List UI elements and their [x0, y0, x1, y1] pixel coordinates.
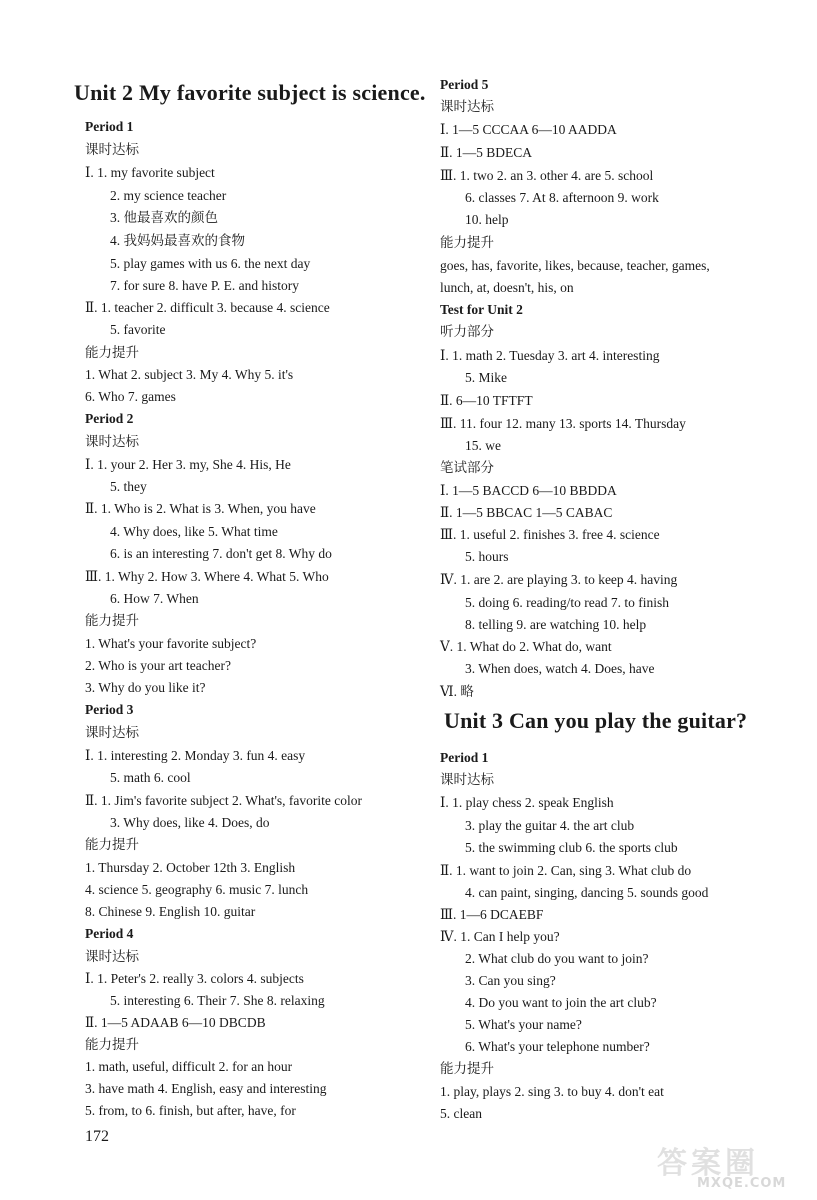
- answer-line: 4. Why does, like 5. What time: [110, 524, 278, 539]
- answer-line: 1. Thursday 2. October 12th 3. English: [85, 860, 296, 875]
- period-title: Period 3: [85, 702, 134, 717]
- answer-line: 6. What's your telephone number?: [465, 1039, 650, 1054]
- answer-line: 5. interesting 6. Their 7. She 8. relaxing: [110, 993, 325, 1008]
- ability-label: 能力提升: [440, 235, 494, 250]
- answer-line: 5. Mike: [465, 370, 507, 385]
- answer-line: 5. favorite: [110, 322, 166, 337]
- answer-line: 1. play, plays 2. sing 3. to buy 4. don't eat: [440, 1084, 664, 1099]
- answer-line: Ⅱ. 1—5 BDECA: [440, 145, 533, 160]
- answer-line: 5. they: [110, 479, 147, 494]
- answer-line: 1. math, useful, difficult 2. for an hour: [85, 1059, 293, 1074]
- answer-line: 5. play games with us 6. the next day: [110, 256, 311, 271]
- ability-label: 能力提升: [85, 837, 139, 852]
- answer-line: 5. clean: [440, 1106, 482, 1121]
- answer-line: Ⅰ. 1. math 2. Tuesday 3. art 4. interesting: [440, 348, 660, 363]
- answer-line: 2. What club do you want to join?: [465, 951, 649, 966]
- answer-line: 3. play the guitar 4. the art club: [465, 818, 635, 833]
- answer-line: Ⅰ. 1. Peter's 2. really 3. colors 4. subjects: [85, 971, 304, 986]
- section-label: 课时达标: [85, 142, 139, 157]
- answer-line: Ⅱ. 1. Jim's favorite subject 2. What's, favorite color: [85, 793, 362, 808]
- answer-line: Ⅱ. 1—5 ADAAB 6—10 DBCDB: [85, 1015, 266, 1030]
- answer-line: 7. for sure 8. have P. E. and history: [110, 278, 299, 293]
- answer-line: 3. have math 4. English, easy and interesting: [85, 1081, 327, 1096]
- period-title: Period 1: [440, 750, 489, 765]
- answer-line: 5. doing 6. reading/to read 7. to finish: [465, 595, 669, 610]
- answer-line: 2. Who is your art teacher?: [85, 658, 231, 673]
- answer-line: Ⅱ. 1—5 BBCAC 1—5 CABAC: [440, 505, 613, 520]
- answer-line: Ⅳ. 1. are 2. are playing 3. to keep 4. having: [440, 572, 678, 587]
- watermark-text: 答案圈: [657, 1146, 759, 1181]
- page-number: 172: [85, 1128, 109, 1145]
- answer-line: Ⅴ. 1. What do 2. What do, want: [440, 639, 612, 654]
- answer-line: 10. help: [465, 212, 509, 227]
- answer-line: 5. math 6. cool: [110, 770, 191, 785]
- answer-line: 3. Why does, like 4. Does, do: [110, 815, 270, 830]
- answer-line: Ⅲ. 1. useful 2. finishes 3. free 4. science: [440, 527, 660, 542]
- answer-line: Ⅱ. 6—10 TFTFT: [440, 393, 533, 408]
- answer-line: Ⅱ. 1. Who is 2. What is 3. When, you have: [85, 501, 316, 516]
- answer-line: Ⅲ. 1—6 DCAEBF: [440, 907, 544, 922]
- answer-line: 3. Why do you like it?: [85, 680, 206, 695]
- answer-line: Ⅰ. 1. your 2. Her 3. my, She 4. His, He: [85, 457, 291, 472]
- answer-line: 1. What 2. subject 3. My 4. Why 5. it's: [85, 367, 294, 382]
- answer-line: 5. hours: [465, 549, 509, 564]
- answer-line: 6. classes 7. At 8. afternoon 9. work: [465, 190, 659, 205]
- answer-line: 1. What's your favorite subject?: [85, 636, 257, 651]
- answer-line: Ⅵ. 略: [440, 684, 474, 699]
- answer-line: Ⅰ. 1—5 BACCD 6—10 BBDDA: [440, 483, 617, 498]
- period-title: Period 4: [85, 926, 134, 941]
- section-label: 课时达标: [85, 949, 139, 964]
- unit2-title: Unit 2 My favorite subject is science.: [74, 80, 426, 105]
- answer-line: 8. telling 9. are watching 10. help: [465, 617, 647, 632]
- answer-line: 4. 我妈妈最喜欢的食物: [110, 233, 245, 248]
- period-title: Period 1: [85, 119, 134, 134]
- section-label: 课时达标: [85, 725, 139, 740]
- ability-label: 能力提升: [85, 1037, 139, 1052]
- answer-line: 4. Do you want to join the art club?: [465, 995, 657, 1010]
- answer-line: 5. What's your name?: [465, 1017, 582, 1032]
- answer-line: 4. science 5. geography 6. music 7. lunch: [85, 882, 309, 897]
- answer-line: 6. is an interesting 7. don't get 8. Why do: [110, 546, 332, 561]
- test-title: Test for Unit 2: [440, 302, 523, 317]
- section-label: 课时达标: [85, 434, 139, 449]
- answer-line: 5. the swimming club 6. the sports club: [465, 840, 678, 855]
- answer-line: Ⅲ. 1. two 2. an 3. other 4. are 5. school: [440, 168, 654, 183]
- answer-line: 6. Who 7. games: [85, 389, 176, 404]
- unit3-title: Unit 3 Can you play the guitar?: [444, 708, 748, 733]
- answer-line: Ⅱ. 1. want to join 2. Can, sing 3. What club do: [440, 863, 692, 878]
- answer-line: lunch, at, doesn't, his, on: [440, 280, 574, 295]
- ability-label: 能力提升: [440, 1061, 494, 1076]
- watermark-url: MXQE.COM: [697, 1176, 787, 1191]
- section-label: 课时达标: [440, 772, 494, 787]
- answer-line: Ⅲ. 1. Why 2. How 3. Where 4. What 5. Who: [85, 569, 329, 584]
- answer-line: 3. Can you sing?: [465, 973, 556, 988]
- answer-line: 15. we: [465, 438, 501, 453]
- answer-line: Ⅲ. 11. four 12. many 13. sports 14. Thursday: [440, 416, 686, 431]
- answer-line: Ⅳ. 1. Can I help you?: [440, 929, 560, 944]
- answer-line: 3. When does, watch 4. Does, have: [465, 661, 655, 676]
- answer-line: 6. How 7. When: [110, 591, 199, 606]
- answer-line: goes, has, favorite, likes, because, teacher, games,: [440, 258, 710, 273]
- answer-line: 8. Chinese 9. English 10. guitar: [85, 904, 256, 919]
- section-label: 笔试部分: [440, 460, 494, 475]
- answer-line: Ⅰ. 1—5 CCCAA 6—10 AADDA: [440, 122, 617, 137]
- answer-line: Ⅱ. 1. teacher 2. difficult 3. because 4. science: [85, 300, 330, 315]
- answer-line: 5. from, to 6. finish, but after, have, for: [85, 1103, 296, 1118]
- section-label: 听力部分: [440, 324, 494, 339]
- period-title: Period 5: [440, 77, 489, 92]
- ability-label: 能力提升: [85, 345, 139, 360]
- answer-line: 4. can paint, singing, dancing 5. sounds good: [465, 885, 709, 900]
- answer-line: 3. 他最喜欢的颜色: [110, 210, 218, 225]
- answer-line: Ⅰ. 1. my favorite subject: [85, 165, 215, 180]
- answer-line: Ⅰ. 1. interesting 2. Monday 3. fun 4. easy: [85, 748, 306, 763]
- watermark-logo: [655, 1138, 805, 1193]
- answer-line: 2. my science teacher: [110, 188, 227, 203]
- ability-label: 能力提升: [85, 613, 139, 628]
- period-title: Period 2: [85, 411, 134, 426]
- answer-line: Ⅰ. 1. play chess 2. speak English: [440, 795, 614, 810]
- section-label: 课时达标: [440, 99, 494, 114]
